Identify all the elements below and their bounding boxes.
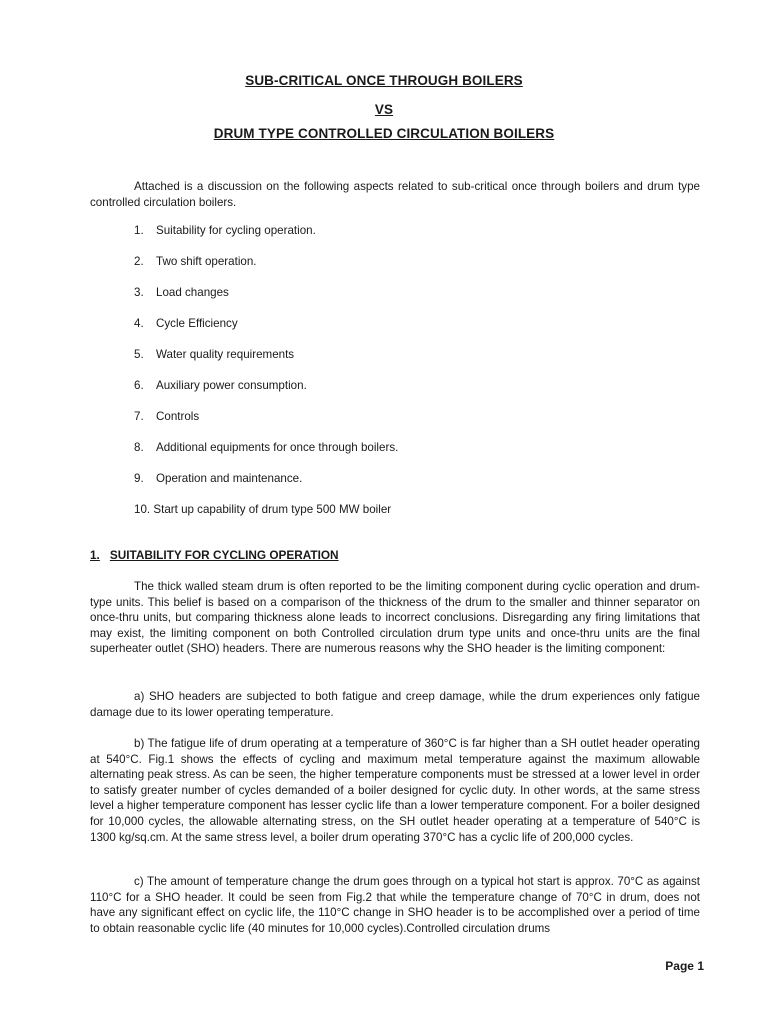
- list-item: [134, 255, 398, 286]
- list-item: [134, 317, 398, 348]
- list-item: [134, 286, 398, 317]
- list-item-text: Two shift operation.: [156, 255, 257, 268]
- list-item-number: 8.: [134, 441, 144, 454]
- list-item-text: Cycle Efficiency: [156, 317, 238, 330]
- list-item-number: 5.: [134, 348, 144, 361]
- list-item-text: Operation and maintenance.: [156, 472, 303, 485]
- list-item: [134, 379, 398, 410]
- list-item-text: Controls: [156, 410, 200, 423]
- section-paragraph-c: c) The amount of temperature change the drum goes through on a typical hot start is approx. 70°C as against 110°C for a SHO header. It could be seen from Fig.2 that while the temperature change of 70°C in drum, does not have any significant effect on cyclic life, the 110°C change in SHO header is to be accomplished over a period of time to obtain reasonable cyclic life (40 minutes for 10,000 cycles).Controlled circulation drums: [90, 875, 700, 935]
- list-item-number: 1.: [134, 224, 144, 237]
- list-item: [134, 224, 398, 255]
- list-item-number: 7.: [134, 410, 144, 423]
- list-item-text: Water quality requirements: [156, 348, 295, 361]
- section-paragraph-a: a) SHO headers are subjected to both fatigue and creep damage, while the drum experiences only fatigue damage due to its lower operating temperature.: [90, 690, 700, 719]
- list-item: [134, 348, 398, 379]
- aspects-list: [134, 224, 398, 534]
- list-item: [134, 472, 398, 503]
- list-item-text: Auxiliary power consumption.: [156, 379, 307, 392]
- list-item-number: 10.: [134, 503, 151, 516]
- section-paragraph-1: The thick walled steam drum is often reported to be the limiting component during cyclic operation and drum-type units. This belief is based on a comparison of the thickness of the drum to the smaller and thinner separator on once-thru units, but comparing thickness alone leads to incorrect conclusions. Disregarding any firing limitations that may exist, the limiting component on both Controlled circulation drum type units and once-thru units are the final superheater outlet (SHO) headers. There are numerous reasons why the SHO header is the limiting component:: [90, 580, 700, 656]
- list-item-number: 2.: [134, 255, 144, 268]
- list-item-text: Additional equipments for once through boilers.: [156, 441, 399, 454]
- section-paragraph-b: b) The fatigue life of drum operating at a temperature of 360°C is far higher than a SH outlet header operating at 540°C. Fig.1 shows the effects of cycling and maximum metal temperature against the maximum allowable alternating peak stress. As can be seen, the higher temperature components must be stressed at a lower level in order to satisfy greater number of cycles demanded of a boiler designed for cyclic duty. In other words, at the same stress level a higher temperature component has lesser cyclic life than a lower temperature component. For a boiler designed for 10,000 cycles, the allowable alternating stress, on the SH outlet header operating at a temperature of 540°C is 1300 kg/sq.cm. At the same stress level, a boiler drum operating 370°C has a cyclic life of 200,000 cycles.: [90, 737, 700, 844]
- list-item: [134, 410, 398, 441]
- section-heading: [90, 548, 339, 562]
- list-item-number: 3.: [134, 286, 144, 299]
- list-item: [134, 503, 398, 534]
- list-item-number: 9.: [134, 472, 144, 485]
- section-number: 1.: [90, 548, 100, 562]
- intro-paragraph: Attached is a discussion on the following aspects related to sub-critical once through boilers and drum type controlled circulation boilers.: [90, 180, 700, 209]
- list-item-text: Suitability for cycling operation.: [156, 224, 316, 237]
- list-item-text: Start up capability of drum type 500 MW boiler: [153, 503, 392, 516]
- section-title: SUITABILITY FOR CYCLING OPERATION: [109, 548, 339, 562]
- page-number: Page 1: [665, 959, 704, 973]
- list-item: [134, 441, 398, 472]
- list-item-text: Load changes: [156, 286, 229, 299]
- title-line-2: VS: [374, 102, 394, 117]
- list-item-number: 4.: [134, 317, 144, 330]
- list-item-number: 6.: [134, 379, 144, 392]
- title-line-1: SUB-CRITICAL ONCE THROUGH BOILERS: [245, 73, 523, 88]
- title-line-3: DRUM TYPE CONTROLLED CIRCULATION BOILERS: [213, 126, 555, 141]
